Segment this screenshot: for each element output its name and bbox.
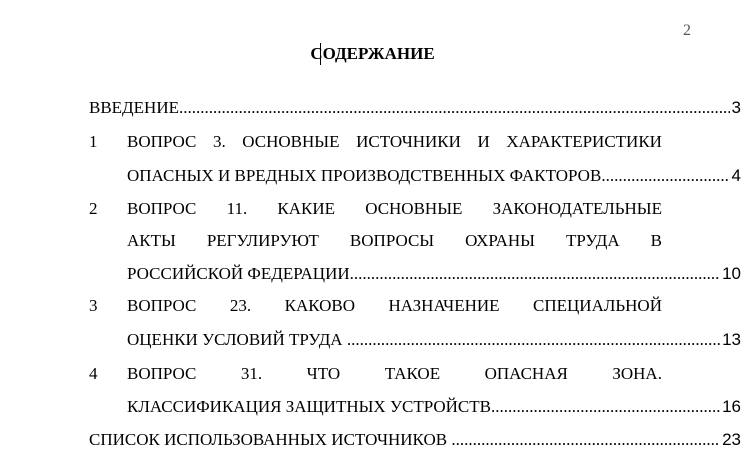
toc-entry-text: ОПАСНЫХ И ВРЕДНЫХ ПРОИЗВОДСТВЕННЫХ ФАКТОРОВ	[127, 166, 602, 185]
word: ЗАКОНОДАТЕЛЬНЫЕ	[492, 199, 662, 218]
toc-item-number: 2	[89, 199, 98, 218]
word: ВОПРОС	[127, 296, 197, 315]
word: ВОПРОС	[127, 364, 197, 383]
toc-item-number: 4	[89, 364, 98, 383]
word: ВОПРОС	[127, 199, 197, 218]
page-number: 2	[683, 22, 691, 39]
word: ОСНОВНЫЕ	[365, 199, 463, 218]
word: ОПАСНАЯ	[484, 364, 568, 383]
word: ХАРАКТЕРИСТИКИ	[506, 132, 662, 151]
toc-item-number: 1	[89, 132, 98, 151]
toc-page-number: 23	[722, 430, 741, 449]
word: ОХРАНЫ	[465, 231, 536, 250]
toc-entry-2-line2[interactable]	[127, 231, 662, 255]
toc-entry-2-line3[interactable]	[127, 264, 741, 288]
word: В	[650, 231, 662, 250]
word: ЧТО	[306, 364, 341, 383]
toc-entry-2-line1[interactable]	[127, 199, 662, 223]
toc-page-number: 13	[722, 330, 741, 349]
leader-dots	[491, 397, 720, 417]
toc-entry-1-line1[interactable]	[127, 132, 662, 156]
word: ОСНОВНЫЕ	[242, 132, 340, 151]
page-title: СОДЕРЖАНИЕ	[310, 44, 435, 63]
toc-page-number: 16	[722, 397, 741, 416]
toc-entry-sources[interactable]	[89, 430, 741, 454]
word: 11.	[226, 199, 248, 218]
toc-entry-4-line1[interactable]	[127, 364, 662, 388]
word: СПЕЦИАЛЬНОЙ	[533, 296, 662, 315]
toc-entry-text: ВВЕДЕНИЕ	[89, 98, 179, 117]
toc-entry-text: ОЦЕНКИ УСЛОВИЙ ТРУДА	[127, 330, 347, 349]
leader-dots	[601, 166, 729, 186]
leader-dots	[350, 264, 720, 284]
word: ЗОНА.	[612, 364, 662, 383]
leader-dots	[179, 98, 730, 118]
toc-page-number: 3	[731, 98, 741, 117]
toc-entry-3-line1[interactable]	[127, 296, 662, 320]
word: ВОПРОС	[127, 132, 197, 151]
word: ИСТОЧНИКИ	[356, 132, 461, 151]
word: ВОПРОСЫ	[349, 231, 435, 250]
toc-entry-text: КЛАССИФИКАЦИЯ ЗАЩИТНЫХ УСТРОЙСТВ	[127, 397, 491, 416]
toc-page-number: 4	[731, 166, 741, 185]
word: АКТЫ	[127, 231, 176, 250]
word: РЕГУЛИРУЮТ	[206, 231, 319, 250]
leader-dots	[347, 330, 720, 350]
toc-entry-4-line2[interactable]	[127, 397, 741, 421]
toc-entry-3-line2[interactable]	[127, 330, 741, 354]
toc-item-number: 3	[89, 296, 98, 315]
word: ТАКОЕ	[384, 364, 441, 383]
word: КАКИЕ	[277, 199, 336, 218]
toc-entry-1-line2[interactable]	[127, 166, 741, 190]
word: 23.	[229, 296, 252, 315]
toc-page-number: 10	[722, 264, 741, 283]
leader-dots	[451, 430, 720, 450]
word: ТРУДА	[566, 231, 620, 250]
toc-entry-intro[interactable]	[89, 98, 741, 122]
word: НАЗНАЧЕНИЕ	[388, 296, 500, 315]
toc-entry-text: РОССИЙСКОЙ ФЕДЕРАЦИИ	[127, 264, 350, 283]
word: И	[477, 132, 490, 151]
word: 3.	[212, 132, 226, 151]
toc-entry-text: СПИСОК ИСПОЛЬЗОВАННЫХ ИСТОЧНИКОВ	[89, 430, 452, 449]
word: 31.	[240, 364, 263, 383]
word: КАКОВО	[284, 296, 356, 315]
